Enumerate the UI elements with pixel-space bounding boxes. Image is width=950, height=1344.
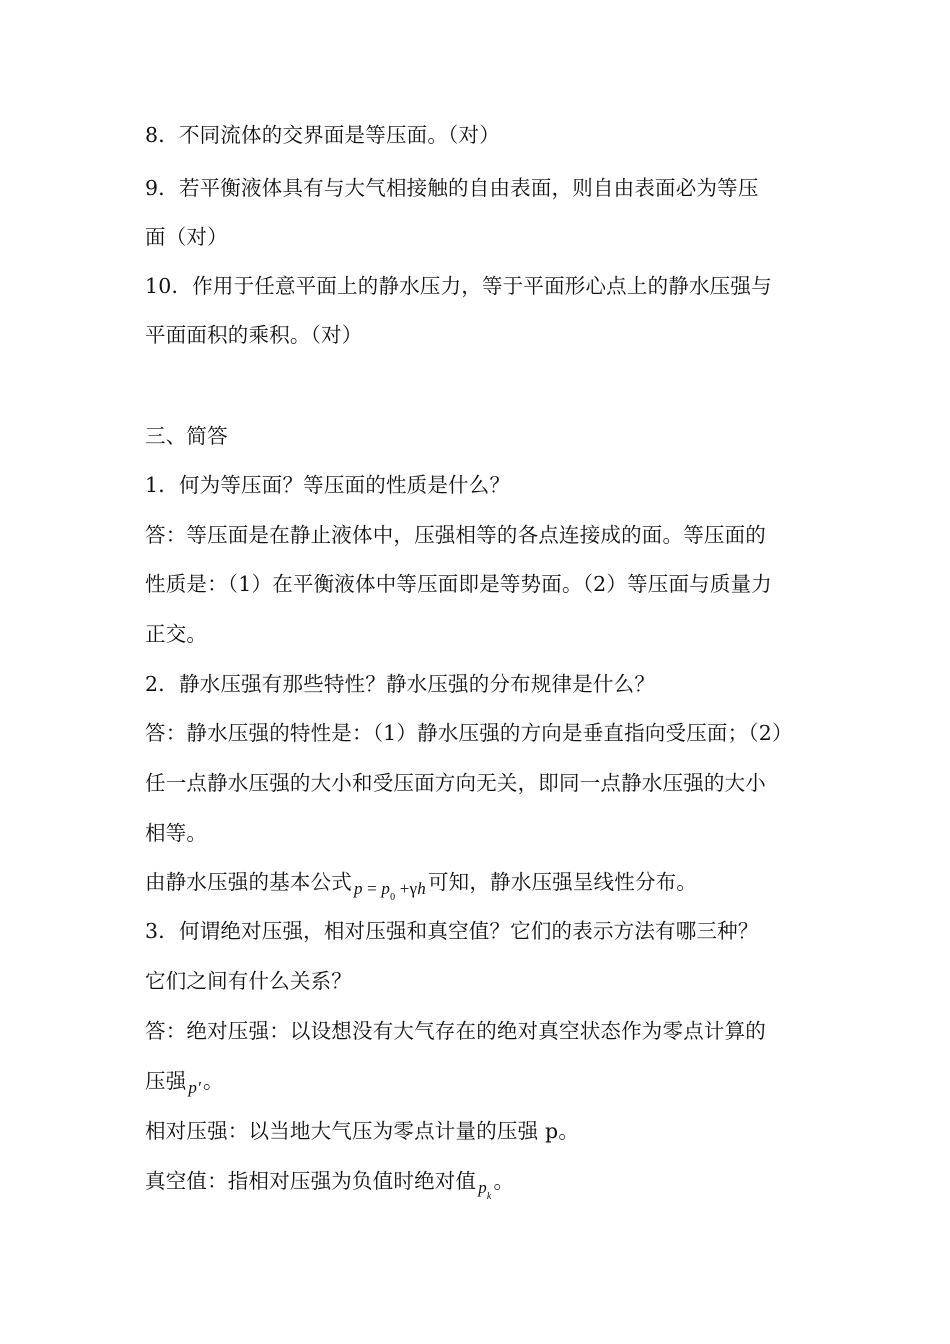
answer-1-line-2: 性质是：（1）在平衡液体中等压面即是等势面。（2）等压面与质量力 (145, 572, 772, 596)
answer-2-line-1: 答：静水压强的特性是：（1）静水压强的方向是垂直指向受压面；（2） (145, 721, 793, 745)
question-3-line-1: 3．何谓绝对压强，相对压强和真空值？它们的表示方法有哪三种？ (145, 919, 759, 943)
relative-pressure-line: 相对压强：以当地大气压为零点计量的压强 p。 (145, 1119, 580, 1143)
formula: p = p0 +γh (354, 879, 426, 903)
answer-2-line-3: 相等。 (145, 821, 208, 845)
absolute-pressure-symbol: p′ (188, 1078, 202, 1097)
formula-prefix: 由静水压强的基本公式 (145, 870, 352, 894)
answer-1-line-1: 答：等压面是在静止液体中，压强相等的各点连接成的面。等压面的 (145, 523, 766, 547)
item-9-line-1: 9．若平衡液体具有与大气相接触的自由表面，则自由表面必为等压 (145, 176, 759, 200)
vacuum-symbol: pk (478, 1178, 492, 1202)
answer-3-line-2: 压强 $_{p'}$。 (145, 1069, 224, 1097)
question-2: 2．静水压强有那些特性？静水压强的分布规律是什么？ (145, 672, 656, 696)
formula-suffix: 可知，静水压强呈线性分布。 (427, 870, 698, 894)
answer-3-line-1: 答：绝对压强：以设想没有大气存在的绝对真空状态作为零点计算的 (145, 1019, 766, 1043)
formula-line (145, 869, 810, 903)
question-3-line-2: 它们之间有什么关系？ (145, 969, 352, 993)
question-1: 1．何为等压面？等压面的性质是什么？ (145, 473, 511, 497)
answer-2-line-2: 任一点静水压强的大小和受压面方向无关，即同一点静水压强的大小 (145, 771, 766, 795)
answer-1-line-3: 正交。 (145, 622, 208, 646)
item-10-line-1: 10．作用于任意平面上的静水压力，等于平面形心点上的静水压强与 (145, 274, 772, 298)
item-10-line-2: 平面面积的乘积。（对） (145, 323, 363, 347)
item-8: 8．不同流体的交界面是等压面。（对） (145, 123, 500, 147)
vacuum-line: 真空值：指相对压强为负值时绝对值 $_{p_k}$。 (145, 1169, 515, 1202)
section-heading: 三、简答 (145, 424, 228, 448)
item-9-line-2: 面（对） (145, 225, 228, 249)
